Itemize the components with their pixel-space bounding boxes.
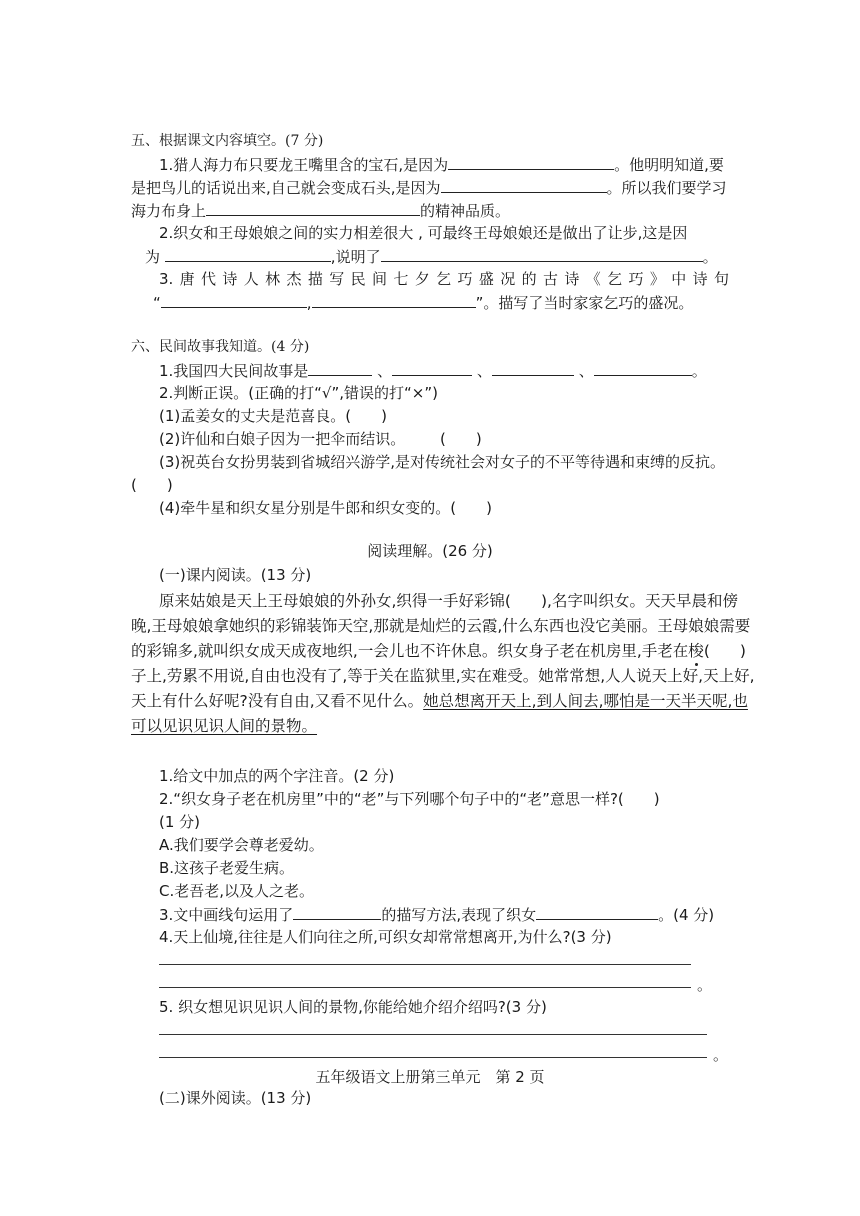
sec6-q1-blank2[interactable] bbox=[392, 359, 472, 376]
sec6-item-4-text: (4)牵牛星和织女星分别是牛郎和织女变的。( bbox=[159, 499, 457, 517]
reading-title: 阅读理解。(26 分) bbox=[367, 542, 493, 560]
sec5-q1-text: 的精神品质。 bbox=[420, 202, 511, 220]
sec5-q1-line3 bbox=[131, 199, 510, 222]
answer-end-mark: 。 bbox=[713, 1046, 729, 1064]
dotted-character: 梭 bbox=[688, 642, 704, 660]
sec5-q1-text: 。他明明知道,要 bbox=[614, 156, 724, 174]
sec6-q1-blank1[interactable] bbox=[308, 359, 372, 376]
option-a[interactable]: A.我们要学会尊老爱幼。 bbox=[159, 836, 324, 854]
passage-line-2: 晚,王母娘娘拿她织的彩锦装饰天空,那就是灿烂的云霞,什么东西也没它美丽。王母娘娘需要 bbox=[131, 617, 751, 635]
sec5-q1-blank2[interactable] bbox=[441, 176, 607, 193]
reading-q3-text: 的描写方法,表现了织女 bbox=[381, 906, 537, 924]
sec5-q3-text: , bbox=[306, 294, 312, 312]
sec6-q1-end: 。 bbox=[691, 362, 707, 380]
sec5-q1-text: 是把鸟儿的话说出来,自己就会变成石头,是因为 bbox=[131, 179, 441, 197]
reading-q3-text: 。(4 分) bbox=[658, 906, 715, 924]
reading-q5: 5. 织女想见识见识人间的景物,你能给她介绍介绍吗?(3 分) bbox=[159, 998, 547, 1016]
sec5-q2-blank2[interactable] bbox=[381, 245, 703, 262]
answer-line[interactable] bbox=[159, 1034, 707, 1035]
passage-text: 的彩锦多,就叫织女成天成夜地织,一会儿也不许休息。织女身子老在机房里,手老在 bbox=[131, 642, 689, 660]
answer-line[interactable] bbox=[159, 1057, 707, 1058]
sec5-q2-blank1[interactable] bbox=[165, 245, 331, 262]
close-paren: ) bbox=[739, 642, 746, 660]
passage-text: ),名字叫织女。天天早晨和傍 bbox=[540, 592, 738, 610]
close-paren: ) bbox=[486, 499, 492, 517]
separator: 、 bbox=[578, 362, 594, 380]
underlined-sentence: 她总想离开天上,到人间去,哪怕是一天半天呢,也 bbox=[423, 692, 748, 710]
close-paren: ) bbox=[381, 407, 387, 425]
sec5-q2-text: 。 bbox=[702, 248, 718, 266]
option-b[interactable]: B.这孩子老爱生病。 bbox=[159, 859, 295, 877]
section-6-heading: 六、民间故事我知道。(4 分) bbox=[131, 339, 310, 355]
section-5-heading: 五、根据课文内容填空。(7 分) bbox=[131, 133, 324, 149]
close-paren: ) bbox=[653, 790, 660, 808]
reading-q2-text: 2.“织女身子老在机房里”中的“老”与下列哪个句子中的“老”意思一样?( bbox=[159, 790, 624, 808]
passage-text: 原来姑娘是天上王母娘娘的外孙女,织得一手好彩锦( bbox=[159, 592, 511, 610]
reading-q3-blank2[interactable] bbox=[536, 903, 658, 920]
close-paren: ) bbox=[475, 430, 482, 448]
sec5-q2-line2 bbox=[145, 245, 718, 268]
sec5-q3-line1: 3.唐代诗人林杰描写民间七夕乞巧盛况的古诗《乞巧》中诗句 bbox=[159, 270, 729, 288]
reading-q4: 4.天上仙境,往往是人们向往之所,可织女却常常想离开,为什么?(3 分) bbox=[159, 928, 612, 946]
open-paren: ( bbox=[703, 642, 710, 660]
answer-line[interactable] bbox=[159, 987, 691, 988]
sec6-item-3: (3)祝英台女扮男装到省城绍兴游学,是对传统社会对女子的不平等待遇和束缚的反抗。 bbox=[159, 453, 726, 471]
sec5-q1-line1 bbox=[159, 153, 724, 176]
reading-q2 bbox=[159, 788, 660, 810]
sec6-q1 bbox=[159, 359, 707, 382]
separator: 、 bbox=[476, 362, 492, 380]
sec5-q1-blank3[interactable] bbox=[206, 199, 420, 216]
sec5-q1-text: 海力布身上 bbox=[131, 202, 207, 220]
sec5-q1-text: 。所以我们要学习 bbox=[606, 179, 727, 197]
answer-line[interactable] bbox=[159, 964, 691, 965]
sec6-item-3-answer bbox=[131, 474, 173, 496]
sec6-item-4 bbox=[159, 497, 492, 519]
reading-q3-text: 3.文中画线句运用了 bbox=[159, 906, 294, 924]
sec6-q1-label: 1.我国四大民间故事是 bbox=[159, 362, 309, 380]
sec5-q2-text: 为 bbox=[145, 248, 161, 266]
sec5-q1-line2 bbox=[131, 176, 727, 199]
sec5-q3-blank2[interactable] bbox=[312, 291, 476, 308]
passage-line-1 bbox=[159, 590, 738, 612]
sec6-item-2-text: (2)许仙和白娘子因为一把伞而结识。 bbox=[159, 430, 406, 448]
sec6-item-1-text: (1)孟姜女的丈夫是范喜良。( bbox=[159, 407, 352, 425]
sec6-q2-label: 2.判断正误。(正确的打“√”,错误的打“×”) bbox=[159, 384, 438, 402]
passage-line-4: 子上,劳累不用说,自由也没有了,等于关在监狱里,实在难受。她常常想,人人说天上好,天上好, bbox=[131, 667, 755, 685]
sec6-q1-blank3[interactable] bbox=[492, 359, 574, 376]
reading-part2-heading: (二)课外阅读。(13 分) bbox=[159, 1089, 312, 1107]
sec5-q1-text: 1.猎人海力布只要龙王嘴里含的宝石,是因为 bbox=[159, 156, 449, 174]
passage-line-3 bbox=[131, 640, 746, 662]
open-paren: ( bbox=[131, 476, 137, 494]
sec5-q3-blank1[interactable] bbox=[161, 291, 307, 308]
sec5-q2-text: ,说明了 bbox=[330, 248, 381, 266]
sec5-q2-line1: 2.织女和王母娘娘之间的实力相差很大 , 可最终王母娘娘还是做出了让步,这是因 bbox=[159, 224, 688, 242]
sec6-q1-blank4[interactable] bbox=[594, 359, 692, 376]
answer-end-mark: 。 bbox=[697, 976, 713, 994]
passage-text: 天上有什么好呢?没有自由,又看不见什么。 bbox=[131, 692, 424, 710]
sec5-q3-text: ”。描写了当时家家乞巧的盛况。 bbox=[475, 294, 694, 312]
reading-part1-heading: (一)课内阅读。(13 分) bbox=[159, 566, 312, 584]
passage-line-6 bbox=[131, 715, 329, 737]
reading-q3 bbox=[159, 903, 714, 926]
sec5-q3-line2 bbox=[153, 291, 693, 314]
open-paren: ( bbox=[440, 430, 446, 448]
reading-q1: 1.给文中加点的两个字注音。(2 分) bbox=[159, 767, 395, 785]
reading-q3-blank1[interactable] bbox=[293, 903, 381, 920]
close-paren: ) bbox=[166, 476, 173, 494]
reading-q2-score: (1 分) bbox=[159, 813, 201, 831]
sec6-item-2 bbox=[159, 428, 482, 450]
page-footer: 五年级语文上册第三单元 第 2 页 bbox=[315, 1068, 545, 1086]
passage-line-5 bbox=[131, 690, 748, 712]
sec5-q1-blank1[interactable] bbox=[448, 153, 614, 170]
option-c[interactable]: C.老吾老,以及人之老。 bbox=[159, 882, 315, 900]
separator: 、 bbox=[377, 362, 393, 380]
sec6-item-1 bbox=[159, 405, 387, 427]
underlined-sentence: 可以见识见识人间的景物。 bbox=[131, 717, 318, 735]
sec5-q3-text: “ bbox=[153, 294, 161, 312]
